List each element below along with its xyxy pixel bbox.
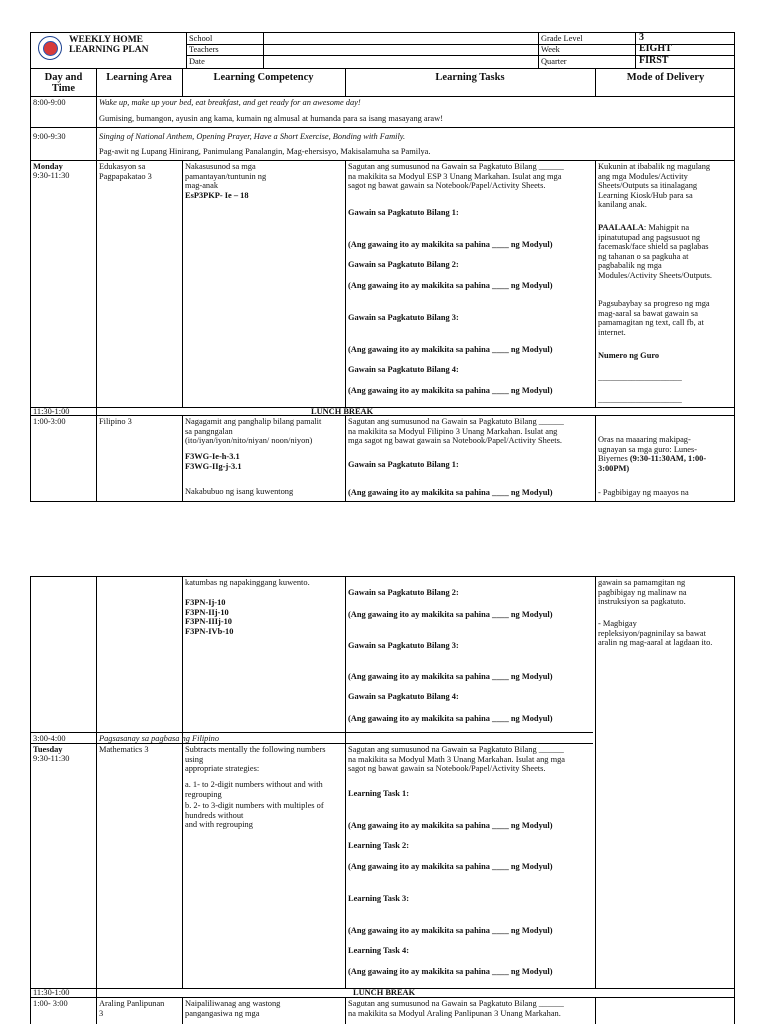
col-mode-of-delivery: Mode of Delivery (626, 72, 705, 83)
mode-reflection-text: - Magbigay repleksiyon/pagninilay sa bawat aralin ng mag-aaral at lagdaan ito. (598, 619, 713, 648)
plan-page-2 (30, 576, 735, 1024)
grade-level-label: Grade Level (541, 34, 583, 43)
deped-seal-icon (38, 36, 62, 60)
math-ref-2: (Ang gawaing ito ay makikita sa pahina ____ ng Modyul) (348, 862, 553, 871)
reading-time: 3:00-4:00 (33, 734, 66, 743)
math-competency: Subtracts mentally the following numbers using appropriate strategies: (185, 745, 326, 774)
filipino-ref-2: (Ang gawaing ito ay makikita sa pahina ____ ng Modyul) (348, 610, 553, 619)
math-objective-a: a. 1- to 2-digit numbers without and with regrouping (185, 780, 323, 799)
esp-task-2: Gawain sa Pagkatuto Bilang 2: (348, 260, 459, 269)
esp-task-intro: Sagutan ang sumusunod na Gawain sa Pagkatuto Bilang ______ na makikita sa Modyul ESP 3 Unang Markahan. Isulat ang mga sagot ng bawat gawain sa Notebook/Papel/Activity Sheets. (348, 162, 564, 191)
filipino-task-2: Gawain sa Pagkatuto Bilang 2: (348, 588, 459, 597)
mode-monitoring-text: Pagsubaybay sa progreso ng mga mag-aaral sa bawat gawain sa pamamagitan ng text, call fb, at internet. (598, 299, 710, 337)
time-8-9: 8:00-9:00 (33, 98, 66, 107)
math-ref-1: (Ang gawaing ito ay makikita sa pahina ____ ng Modyul) (348, 821, 553, 830)
reading-practice: Pagsasanay sa pagbasa ng Filipino (99, 734, 220, 743)
math-task-3: Learning Task 3: (348, 894, 409, 903)
paalaala-note: PAALAALA: Mahigpit na ipinatutupad ang pagsusuot ng facemask/face shield sa paglabas ng tahanan o sa pagkuha at pagbabalik ng mga Modules/Activity Sheets/Outputs. (598, 223, 712, 280)
math-task-intro: Sagutan ang sumusunod na Gawain sa Pagkatuto Bilang ______ na makikita sa Modyul Math 3 Unang Markahan. Isulat ang mga sagot ng bawat gawain sa Notebook/Papel/Activity Sheets. (348, 745, 566, 774)
math-task-4: Learning Task 4: (348, 946, 409, 955)
ap-task-intro: Sagutan ang sumusunod na Gawain sa Pagkatuto Bilang ______ na makikita sa Modyul Araling Panlipunan 3 Unang Markahan. (348, 999, 564, 1018)
filipino-competency-cont: katumbas ng napakinggang kuwento. (185, 578, 310, 587)
lunch-time: 11:30-1:00 (33, 407, 70, 416)
tuesday-time: 9:30-11:30 (33, 754, 70, 763)
math-task-2: Learning Task 2: (348, 841, 409, 850)
quarter-label: Quarter (541, 57, 567, 66)
day-tuesday: Tuesday (33, 745, 63, 754)
ap-competency: Naipaliliwanag ang wastong pangangasiwa ng mga (185, 999, 281, 1018)
esp-ref-2: (Ang gawaing ito ay makikita sa pahina ____ ng Modyul) (348, 281, 553, 290)
filipino-task-1: Gawain sa Pagkatuto Bilang 1: (348, 460, 459, 469)
lunch-break: LUNCH BREAK (311, 407, 374, 416)
filipino-codes: F3PN-Ij-10 F3PN-IIj-10 F3PN-IIIj-10 F3PN-IVb-10 (185, 598, 234, 636)
week-value: EIGHT (639, 43, 672, 54)
numero-blank-2: ____________________ (598, 395, 682, 404)
filipino-ref-4: (Ang gawaing ito ay makikita sa pahina ____ ng Modyul) (348, 714, 553, 723)
esp-competency: Nakasusunod sa mga pamantayan/tuntunin ng mag-anak (185, 162, 267, 191)
esp-task-4: Gawain sa Pagkatuto Bilang 4: (348, 365, 459, 374)
filipino-task-3: Gawain sa Pagkatuto Bilang 3: (348, 641, 459, 650)
math-task-1: Learning Task 1: (348, 789, 409, 798)
routine-filipino: Gumising, bumangon, ayusin ang kama, kumain ng almusal at humanda para sa isang masayang araw! (99, 114, 443, 123)
oras-text: Oras na maaaring makipag- ugnayan sa mga guro: Lunes- Biyernes (9:30-11:30AM, 1:00- 3:00PM) (598, 435, 707, 473)
esp-code: EsP3PKP- Ie – 18 (185, 191, 249, 200)
filipino-time: 1:00-3:00 (33, 417, 66, 426)
mode-kiosk-text: Kukunin at ibabalik ng magulang ang mga Modules/Activity Sheets/Outputs sa itinalagang Learning Kiosk/Hub para sa kanilang anak. (598, 162, 711, 210)
col-learning-area: Learning Area (106, 72, 172, 83)
math-ref-4: (Ang gawaing ito ay makikita sa pahina ____ ng Modyul) (348, 967, 553, 976)
filipino-task-intro: Sagutan ang sumusunod na Gawain sa Pagkatuto Bilang ______ na makikita sa Modyul Filipino 3 Unang Markahan. Isulat ang mga sagot ng bawat gawain sa Notebook/Papel/Activity Sheets. (348, 417, 564, 446)
esp-ref-4: (Ang gawaing ito ay makikita sa pahina ____ ng Modyul) (348, 386, 553, 395)
mode-instruction-text: gawain sa pamamgitan ng pagbibigay ng malinaw na instruksiyon sa pagkatuto. (598, 578, 687, 607)
lunch-break-2: LUNCH BREAK (353, 988, 416, 997)
math-objective-b: b. 2- to 3-digit numbers with multiples of hundreds without and with regrouping (185, 801, 324, 830)
teachers-label: Teachers (189, 45, 219, 54)
esp-task-3: Gawain sa Pagkatuto Bilang 3: (348, 313, 459, 322)
filipino-code-1: F3WG-Ie-h-3.1 (185, 452, 240, 461)
col-learning-competency: Learning Competency (213, 72, 314, 83)
opening-filipino: Pag-awit ng Lupang Hinirang, Panimulang Panalangin, Mag-ehersisyo, Makisalamuha sa Pamilya. (99, 147, 431, 156)
filipino-ref-3: (Ang gawaing ito ay makikita sa pahina ____ ng Modyul) (348, 672, 553, 681)
date-label: Date (189, 57, 205, 66)
filipino-code-2: F3WG-IIg-j-3.1 (185, 462, 242, 471)
quarter-value: FIRST (639, 55, 669, 66)
lunch-time-2: 11:30-1:00 (33, 988, 70, 997)
day-monday: Monday (33, 162, 63, 171)
routine-english: Wake up, make up your bed, eat breakfast, and get ready for an awesome day! (99, 98, 361, 107)
pagbibigay-text: - Pagbibigay ng maayos na (598, 488, 689, 497)
filipino-area: Filipino 3 (99, 417, 132, 426)
time-9-930: 9:00-9:30 (33, 132, 66, 141)
school-label: School (189, 34, 213, 43)
week-label: Week (541, 45, 560, 54)
ap-time: 1:00- 3:00 (33, 999, 68, 1008)
filipino-competency: Nagagamit ang panghalip bilang pamalit sa pangngalan (ito/iyan/iyon/nito/niyan/ noon/niyon) (185, 417, 322, 446)
esp-task-1: Gawain sa Pagkatuto Bilang 1: (348, 208, 459, 217)
math-area: Mathematics 3 (99, 745, 149, 754)
plan-page-1 (30, 32, 735, 502)
ap-area: Araling Panlipunan 3 (99, 999, 165, 1018)
monday-time: 9:30-11:30 (33, 171, 70, 180)
math-ref-3: (Ang gawaing ito ay makikita sa pahina ____ ng Modyul) (348, 926, 553, 935)
numero-blank-1: ____________________ (598, 373, 682, 382)
filipino-competency-2: Nakabubuo ng isang kuwentong (185, 487, 294, 496)
esp-ref-3: (Ang gawaing ito ay makikita sa pahina ____ ng Modyul) (348, 345, 553, 354)
col-day-time: Day and Time (44, 72, 83, 94)
filipino-task-4: Gawain sa Pagkatuto Bilang 4: (348, 692, 459, 701)
opening-english: Singing of National Anthem, Opening Prayer, Have a Short Exercise, Bonding with Family. (99, 132, 406, 141)
col-learning-tasks: Learning Tasks (435, 72, 505, 83)
esp-ref-1: (Ang gawaing ito ay makikita sa pahina ____ ng Modyul) (348, 240, 553, 249)
esp-area: Edukasyon sa Pagpapakatao 3 (99, 162, 152, 181)
grade-level-value: 3 (639, 32, 644, 43)
filipino-ref-1: (Ang gawaing ito ay makikita sa pahina ____ ng Modyul) (348, 488, 553, 497)
plan-title: WEEKLY HOME LEARNING PLAN (69, 35, 149, 55)
numero-ng-guro: Numero ng Guro (598, 351, 660, 360)
